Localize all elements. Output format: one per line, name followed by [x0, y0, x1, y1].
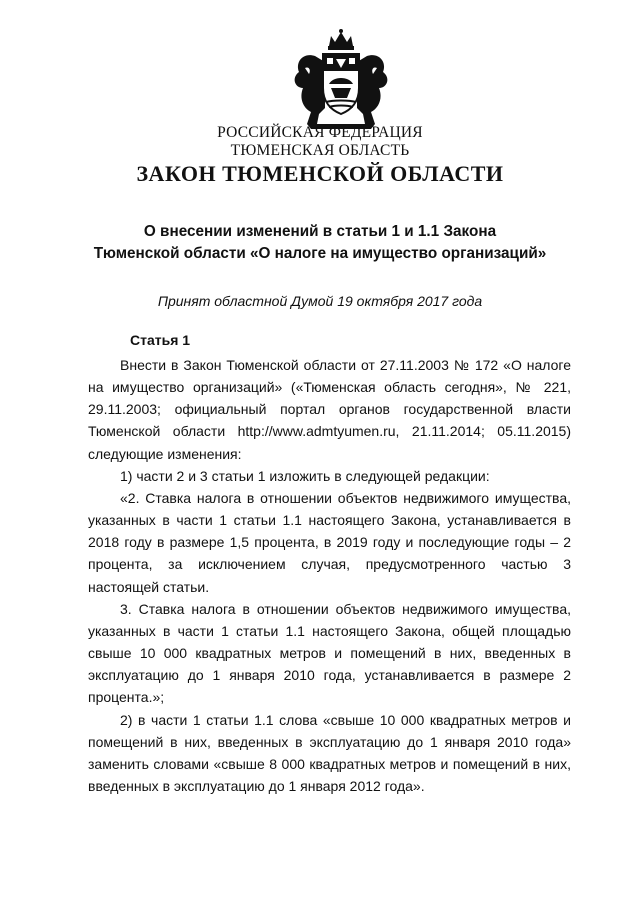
- article-heading: Статья 1: [130, 332, 191, 348]
- tyumen-coat-of-arms-icon: [281, 28, 401, 130]
- article-paragraph: 1) части 2 и 3 статьи 1 изложить в следующей редакции:: [120, 467, 490, 484]
- adoption-note: Принят областной Думой 19 октября 2017 года: [157, 293, 483, 309]
- article-paragraph: Внести в Закон Тюменской области от 27.11.2003 № 172 «О налоге на имущество организаций» («Тюменская область сегодня», № 221, 29.11.2003; официальный портал органов государственной власти Тюменской области http://www.admtyumen.ru, 21.11.2014; 05.11.2015) следующие изменения:: [88, 357, 571, 462]
- article-paragraph: «2. Ставка налога в отношении объектов недвижимого имущества, указанных в части 1 статьи 1.1 настоящего Закона, устанавливается в 2018 году в размере 1,5 процента, в 2019 году и последующие годы – 2 процента, за исключением случая, предусмотренного частью 3 настоящей статьи.: [88, 489, 571, 595]
- article-paragraph: 2) в части 1 статьи 1.1 слова «свыше 10 000 квадратных метров и помещений в них, введенных в эксплуатацию до 1 января 2010 года» заменить словами «свыше 8 000 квадратных метров и помещений в них, введенных в эксплуатацию до 1 января 2012 года».: [88, 711, 571, 794]
- article-body: [88, 354, 571, 797]
- region-heading: ТЮМЕНСКАЯ ОБЛАСТЬ: [230, 142, 410, 159]
- law-title-line-1: О внесении изменений в статьи 1 и 1.1 Закона: [143, 223, 497, 240]
- document-type-heading: ЗАКОН ТЮМЕНСКОЙ ОБЛАСТИ: [136, 161, 504, 186]
- article-paragraph: 3. Ставка налога в отношении объектов недвижимого имущества, указанных в части 1 статьи 1.1 настоящего Закона, общей площадью свыше 10 000 квадратных метров и помещений в них, введенных в эксплуатацию до 1 января 2010 года, устанавливается в размере 2 процента.»;: [88, 600, 571, 706]
- country-heading: РОССИЙСКАЯ ФЕДЕРАЦИЯ: [217, 124, 423, 141]
- law-title-line-2: Тюменской области «О налоге на имущество организаций»: [93, 245, 547, 262]
